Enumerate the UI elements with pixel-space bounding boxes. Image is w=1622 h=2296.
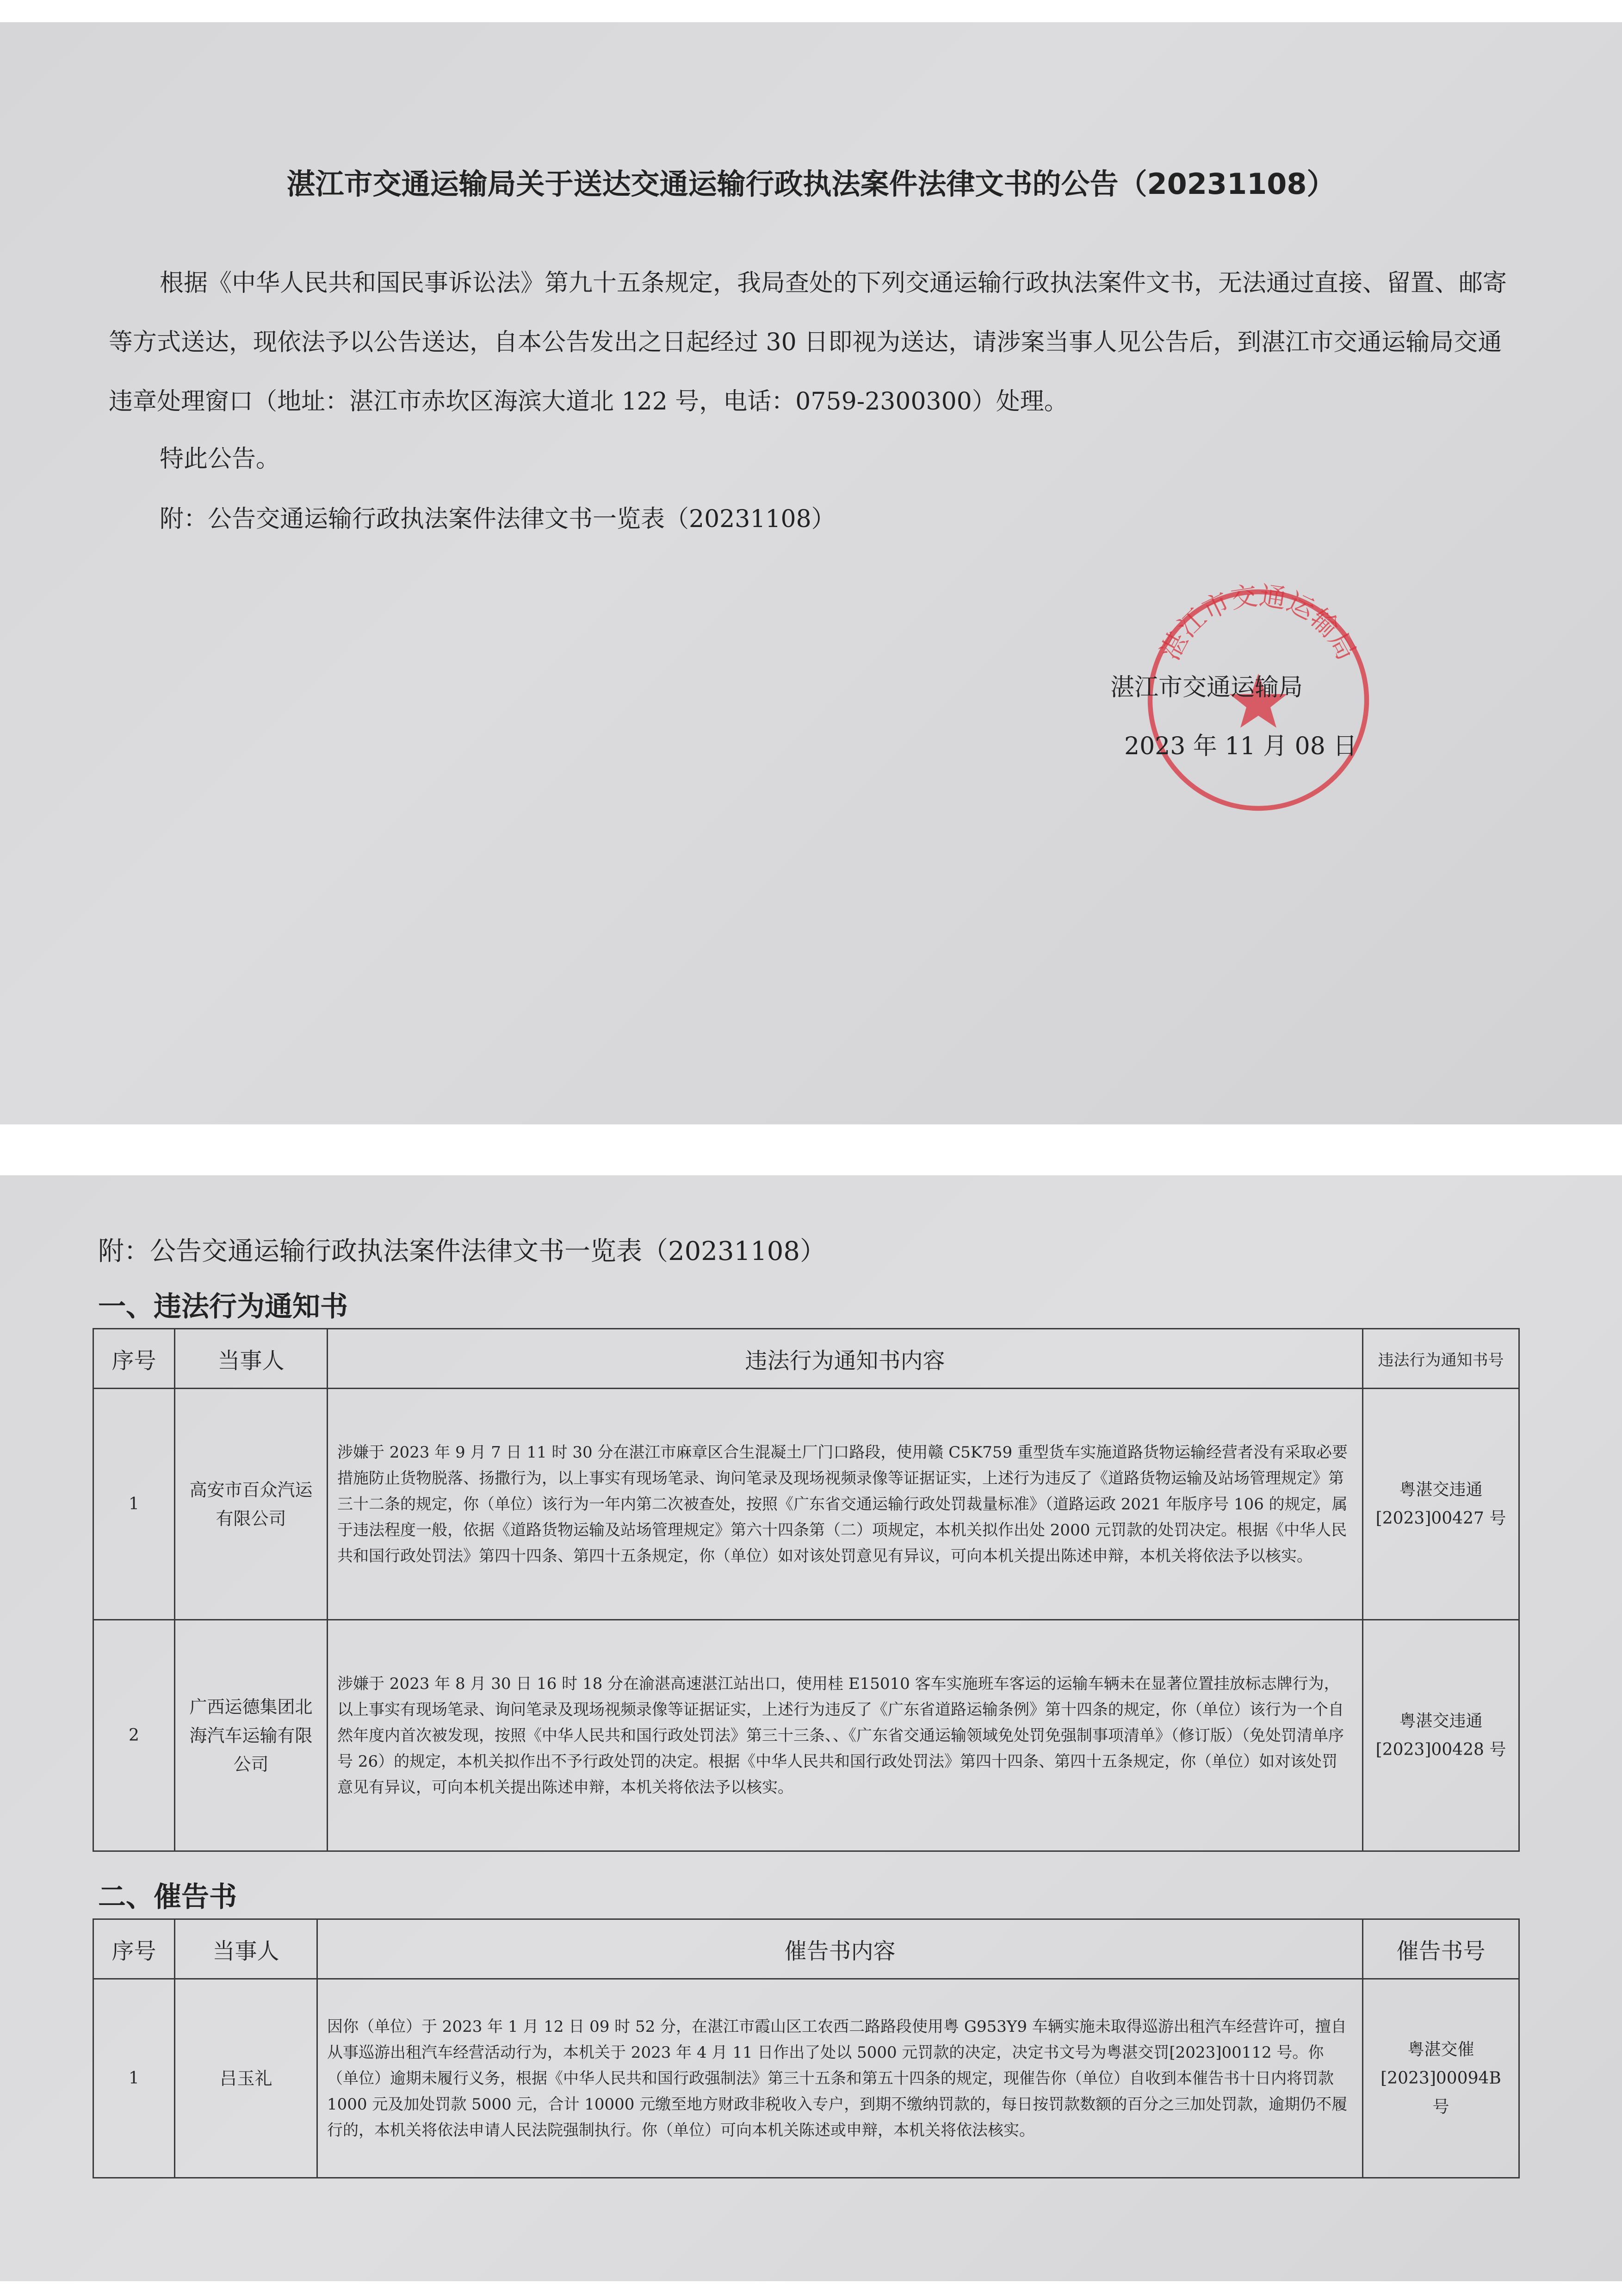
notice-paragraph: 根据《中华人民共和国民事诉讼法》第九十五条规定，我局查处的下列交通运输行政执法案件文书，无法通过直接、留置、邮寄等方式送达，现依法予以公告送达，自本公告发出之日起经过 30 日即视为送达，请涉案当事人见公告后，到湛江市交通运输局交通违章处理窗口（地址：湛江市赤坎区海滨大道北 122 号，电话：0759-2300300）处理。 bbox=[109, 269, 1507, 416]
row-no: 1 bbox=[93, 1389, 175, 1620]
col-header-doc-no: 违法行为通知书号 bbox=[1363, 1329, 1519, 1389]
col-header-content: 违法行为通知书内容 bbox=[328, 1329, 1363, 1389]
col-header-party: 当事人 bbox=[175, 1919, 317, 1979]
annex-reference: 附：公告交通运输行政执法案件法律文书一览表（20231108） bbox=[160, 505, 836, 533]
notice-page-1 bbox=[0, 22, 1622, 1124]
row-party: 吕玉礼 bbox=[175, 1979, 317, 2178]
col-header-no: 序号 bbox=[93, 1919, 175, 1979]
col-header-party: 当事人 bbox=[175, 1329, 328, 1389]
col-header-content: 催告书内容 bbox=[317, 1919, 1363, 1979]
page-title: 湛江市交通运输局关于送达交通运输行政执法案件法律文书的公告（20231108） bbox=[286, 167, 1336, 201]
row-no: 2 bbox=[93, 1620, 175, 1851]
row-party: 广西运德集团北海汽车运输有限公司 bbox=[175, 1620, 328, 1851]
row-content: 涉嫌于 2023 年 9 月 7 日 11 时 30 分在湛江市麻章区合生混凝土厂门口路段，使用赣 C5K759 重型货车实施道路货物运输经营者没有采取必要措施防止货物脱落、扬撒行为，以上事实有现场笔录、询问笔录及现场视频录像等证据证实，上述行为违反了《道路货物运输及站场管理规定》第三十二条的规定，你（单位）该行为一年内第二次被查处，按照《广东省交通运输行政处罚裁量标准》（道路运政 2021 年版序号 106 的规定，属于违法程度一般，依据《道路货物运输及站场管理规定》第六十四条第（二）项规定，本机关拟作出处 2000 元罚款的处罚决定。根据《中华人民共和国行政处罚法》第四十四条、第四十五条规定，你（单位）如对该处罚意见有异议，可向本机关提出陈述申辩，本机关将依法予以核实。 bbox=[328, 1389, 1363, 1620]
col-header-no: 序号 bbox=[93, 1329, 175, 1389]
row-party: 高安市百众汽运有限公司 bbox=[175, 1389, 328, 1620]
table-header-row bbox=[93, 1919, 1519, 1979]
issue-date: 2023 年 11 月 08 日 bbox=[1124, 732, 1357, 760]
section-heading-reminders: 二、催告书 bbox=[98, 1881, 237, 1913]
row-no: 1 bbox=[93, 1979, 175, 2178]
row-doc-no: 粤湛交违通[2023]00428 号 bbox=[1363, 1620, 1519, 1851]
section-heading-notices: 一、违法行为通知书 bbox=[98, 1291, 348, 1323]
issuer-name: 湛江市交通运输局 bbox=[1110, 674, 1303, 701]
notice-page-2 bbox=[0, 1175, 1622, 2281]
annex-title: 附：公告交通运输行政执法案件法律文书一览表（20231108） bbox=[98, 1236, 826, 1266]
notice-body bbox=[109, 254, 1515, 431]
row-doc-no: 粤湛交催[2023]00094B 号 bbox=[1363, 1979, 1519, 2178]
table-row bbox=[93, 1389, 1519, 1620]
row-content: 涉嫌于 2023 年 8 月 30 日 16 时 18 分在渝湛高速湛江站出口，使用桂 E15010 客车实施班车客运的运输车辆未在显著位置挂放标志牌行为，以上事实有现场笔录、询问笔录及现场视频录像等证据证实，上述行为违反了《广东省道路运输条例》第十四条的规定，你（单位）该行为一个自然年度内首次被发现，按照《中华人民共和国行政处罚法》第三十三条、、《广东省交通运输领域免处罚免强制事项清单》（修订版）（免处罚清单序号 26）的规定，本机关拟作出不予行政处罚的决定。根据《中华人民共和国行政处罚法》第四十四条、第四十五条规定，你（单位）如对该处罚意见有异议，可向本机关提出陈述申辩，本机关将依法予以核实。 bbox=[328, 1620, 1363, 1851]
closing-line: 特此公告。 bbox=[160, 445, 280, 473]
seal-text: 湛江市交通运输局 bbox=[1155, 580, 1362, 665]
col-header-doc-no: 催告书号 bbox=[1363, 1919, 1519, 1979]
table-header-row bbox=[93, 1329, 1519, 1389]
row-doc-no: 粤湛交违通[2023]00427 号 bbox=[1363, 1389, 1519, 1620]
reminder-table bbox=[93, 1918, 1520, 2178]
row-content: 因你（单位）于 2023 年 1 月 12 日 09 时 52 分，在湛江市霞山区工农西二路路段使用粤 G953Y9 车辆实施未取得巡游出租汽车经营许可，擅自从事巡游出租汽车经营活动行为，本机关于 2023 年 4 月 11 日作出了处以 5000 元罚款的决定，决定书文号为粤湛交罚[2023]00112 号。你（单位）逾期未履行义务，根据《中华人民共和国行政强制法》第三十五条和第五十四条的规定，现催告你（单位）自收到本催告书十日内将罚款 1000 元及加处罚款 5000 元，合计 10000 元缴至地方财政非税收入专户，到期不缴纳罚款的，每日按罚款数额的百分之三加处罚款，逾期仍不履行的，本机关将依法申请人民法院强制执行。你（单位）可向本机关陈述或申辩，本机关将依法核实。 bbox=[317, 1979, 1363, 2178]
table-row bbox=[93, 1979, 1519, 2178]
table-row bbox=[93, 1620, 1519, 1851]
violation-notice-table bbox=[93, 1328, 1520, 1852]
